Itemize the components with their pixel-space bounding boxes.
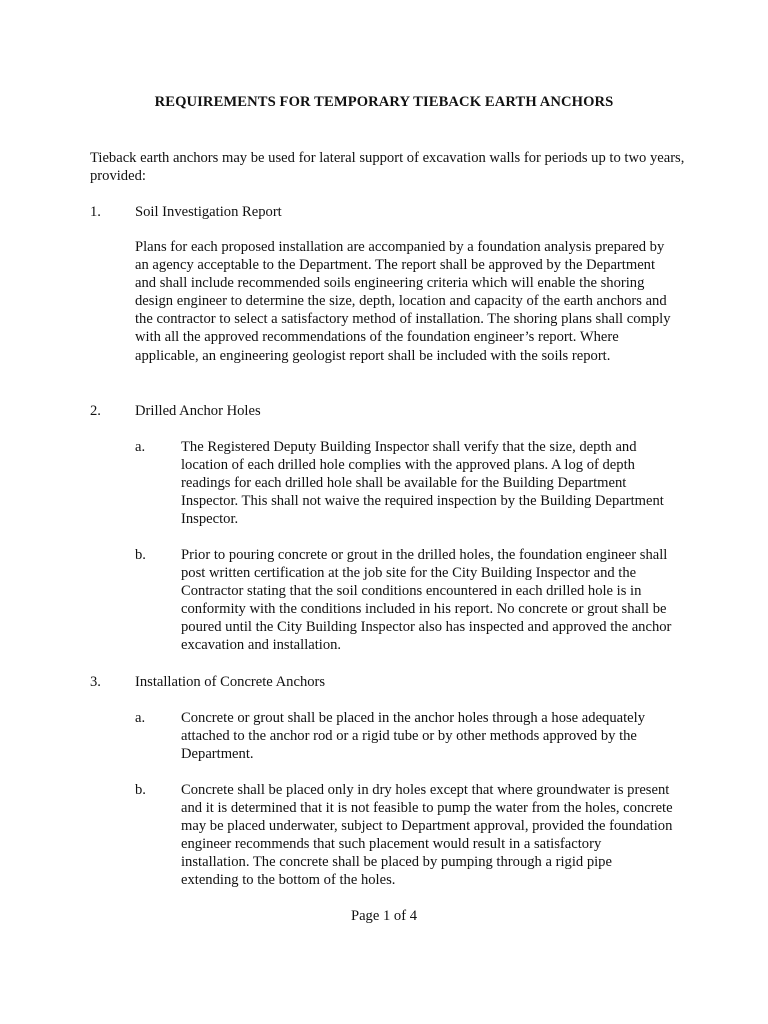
section-2b-text: Prior to pouring concrete or grout in the drilled holes, the foundation engineer shall post written certification at the job site for the City Building Inspector and the Contractor stating that the soil conditions encountered in each drilled hole is in conformity with the conditions included in his report. No concrete or grout shall be poured until the City Building Inspector also has inspected and approved the anchor excavation and installation. (181, 547, 672, 654)
section-2-heading: Drilled Anchor Holes (135, 403, 261, 419)
section-3b-letter: b. (135, 782, 146, 798)
section-2b-letter: b. (135, 547, 146, 563)
section-3b-text: Concrete shall be placed only in dry holes except that where groundwater is present and it is determined that it is not feasible to pump the water from the holes, concrete may be placed underwater, subject to Department approval, provided the foundation engineer recommends that such placement would result in a satisfactory installation. The concrete shall be placed by pumping through a rigid pipe extending to the bottom of the holes. (181, 782, 673, 889)
section-3-number: 3. (90, 674, 101, 690)
section-3a-text: Concrete or grout shall be placed in the anchor holes through a hose adequately attached to the anchor rod or a rigid tube or by other methods approved by the Department. (181, 710, 646, 763)
section-2-number: 2. (90, 403, 101, 419)
section-1-number: 1. (90, 204, 101, 220)
section-3a-letter: a. (135, 710, 146, 726)
section-2a-letter: a. (135, 439, 146, 455)
section-1-heading: Soil Investigation Report (135, 204, 282, 220)
intro-paragraph: Tieback earth anchors may be used for lateral support of excavation walls for periods up to two years, provided: (90, 150, 685, 185)
section-2a-text: The Registered Deputy Building Inspector shall verify that the size, depth and location of each drilled hole complies with the approved plans. A log of depth readings for each drilled hole shall be available for the Building Department Inspector. This shall not waive the required inspection by the Building Department Inspector. (181, 439, 664, 528)
document-title: REQUIREMENTS FOR TEMPORARY TIEBACK EARTH ANCHORS (154, 94, 614, 110)
page-number-footer: Page 1 of 4 (350, 908, 418, 924)
section-1-body: Plans for each proposed installation are accompanied by a foundation analysis prepared by an agency acceptable to the Department. The report shall be approved by the Department and shall include recommended soils engineering criteria which will enable the shoring design engineer to determine the size, depth, location and capacity of the earth anchors and the contractor to select a satisfactory method of installation. The shoring plans shall comply with all the approved recommendations of the foundation engineer’s report. Where applicable, an engineering geologist report shall be included with the soils report. (135, 239, 671, 364)
section-3-heading: Installation of Concrete Anchors (135, 674, 326, 690)
